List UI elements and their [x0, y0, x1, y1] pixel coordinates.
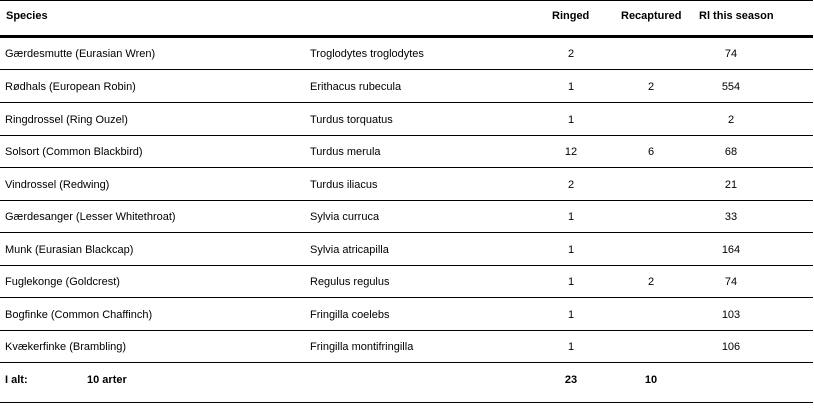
recaptured-count: 2: [647, 81, 655, 93]
table-row: [0, 38, 813, 70]
total-recaptured: 10: [644, 374, 658, 386]
latin-name: Fringilla montifringilla: [310, 341, 414, 353]
common-name: Fuglekonge (Goldcrest): [5, 276, 120, 288]
ringed-count: 1: [567, 211, 575, 223]
table-top-rule: [0, 0, 813, 1]
common-name: Gærdesmutte (Eurasian Wren): [5, 48, 156, 60]
ringed-count: 12: [564, 146, 578, 158]
recaptured-count: 2: [647, 276, 655, 288]
row-divider: [0, 297, 813, 298]
common-name: Ringdrossel (Ring Ouzel): [5, 114, 128, 126]
table-row: [0, 266, 813, 298]
total-row: [0, 364, 813, 396]
ringed-count: 1: [567, 276, 575, 288]
table-bottom-rule: [0, 402, 813, 403]
common-name: Rødhals (European Robin): [5, 81, 136, 93]
season-count: 74: [724, 48, 738, 60]
table-row: [0, 201, 813, 233]
season-count: 2: [727, 114, 735, 126]
header-season: Rl this season: [699, 10, 774, 22]
latin-name: Sylvia atricapilla: [310, 244, 389, 256]
common-name: Kvækerfinke (Brambling): [5, 341, 127, 353]
season-count: 68: [724, 146, 738, 158]
season-count: 33: [724, 211, 738, 223]
season-count: 106: [721, 341, 741, 353]
recaptured-count: 6: [647, 146, 655, 158]
header-species: Species: [6, 10, 48, 22]
common-name: Munk (Eurasian Blackcap): [5, 244, 134, 256]
row-divider: [0, 102, 813, 103]
header-ringed: Ringed: [552, 10, 590, 22]
row-divider: [0, 167, 813, 168]
total-ringed: 23: [564, 374, 578, 386]
latin-name: Troglodytes troglodytes: [310, 48, 424, 60]
ringed-count: 2: [567, 179, 575, 191]
table-row: [0, 234, 813, 266]
row-divider: [0, 362, 813, 363]
ringed-count: 1: [567, 81, 575, 93]
common-name: Bogfinke (Common Chaffinch): [5, 309, 153, 321]
total-label: I alt:: [5, 374, 28, 386]
latin-name: Turdus torquatus: [310, 114, 393, 126]
row-divider: [0, 69, 813, 70]
common-name: Vindrossel (Redwing): [5, 179, 110, 191]
latin-name: Turdus merula: [310, 146, 381, 158]
row-divider: [0, 232, 813, 233]
season-count: 554: [721, 81, 741, 93]
ringed-count: 1: [567, 309, 575, 321]
latin-name: Turdus iliacus: [310, 179, 378, 191]
ringed-count: 2: [567, 48, 575, 60]
latin-name: Sylvia curruca: [310, 211, 380, 223]
table-row: [0, 169, 813, 201]
ringed-count: 1: [567, 114, 575, 126]
total-species-count: 10 arter: [87, 374, 127, 386]
common-name: Solsort (Common Blackbird): [5, 146, 143, 158]
table-row: [0, 71, 813, 103]
latin-name: Regulus regulus: [310, 276, 390, 288]
latin-name: Erithacus rubecula: [310, 81, 402, 93]
ringed-count: 1: [567, 244, 575, 256]
table-row: [0, 299, 813, 331]
season-count: 103: [721, 309, 741, 321]
table-row: [0, 104, 813, 136]
latin-name: Fringilla coelebs: [310, 309, 390, 321]
season-count: 164: [721, 244, 741, 256]
header-recaptured: Recaptured: [621, 10, 682, 22]
ringed-count: 1: [567, 341, 575, 353]
table-row: [0, 136, 813, 168]
common-name: Gærdesanger (Lesser Whitethroat): [5, 211, 176, 223]
season-count: 21: [724, 179, 738, 191]
season-count: 74: [724, 276, 738, 288]
table-row: [0, 331, 813, 363]
